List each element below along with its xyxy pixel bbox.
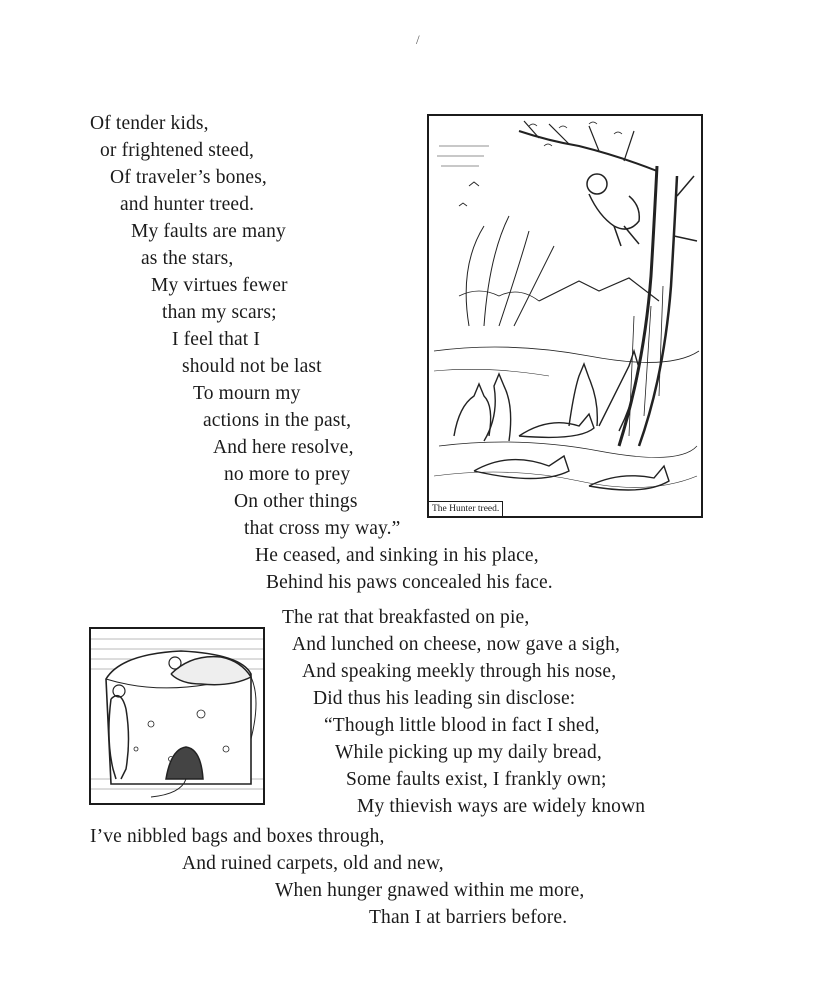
verse-line: He ceased, and sinking in his place, <box>255 545 539 566</box>
verse-line: To mourn my <box>193 383 301 404</box>
verse-line: Of tender kids, <box>90 113 209 134</box>
verse-line: My virtues fewer <box>151 275 288 296</box>
verse-line: actions in the past, <box>203 410 352 431</box>
illustration-caption: The Hunter treed. <box>429 501 503 516</box>
verse-line: no more to prey <box>224 464 351 485</box>
verse-line: On other things <box>234 491 358 512</box>
verse-line: Behind his paws concealed his face. <box>266 572 553 593</box>
verse-line: that cross my way.” <box>244 518 401 539</box>
hunter-drawing <box>429 116 701 516</box>
verse-line: as the stars, <box>141 248 234 269</box>
verse-line: and hunter treed. <box>120 194 255 215</box>
verse-line: or frightened steed, <box>100 140 255 161</box>
rats-illustration <box>89 627 265 805</box>
verse-line: The rat that breakfasted on pie, <box>282 607 530 628</box>
verse-line: And speaking meekly through his nose, <box>302 661 617 682</box>
verse-line: While picking up my daily bread, <box>335 742 602 763</box>
verse-line: than my scars; <box>162 302 277 323</box>
verse-line: Of traveler’s bones, <box>110 167 267 188</box>
verse-line: When hunger gnawed within me more, <box>275 880 585 901</box>
verse-line: Did thus his leading sin disclose: <box>313 688 576 709</box>
verse-line: Some faults exist, I frankly own; <box>346 769 607 790</box>
verse-line: My faults are many <box>131 221 286 242</box>
verse-line: And ruined carpets, old and new, <box>182 853 444 874</box>
rats-drawing <box>91 629 263 803</box>
verse-line: “Though little blood in fact I shed, <box>324 715 600 736</box>
page-mark: / <box>416 32 420 47</box>
verse-line: My thievish ways are widely known <box>357 796 646 817</box>
hunter-illustration <box>427 114 703 518</box>
verse-line: I feel that I <box>172 329 261 350</box>
verse-line: Than I at barriers before. <box>369 907 568 928</box>
verse-line: And lunched on cheese, now gave a sigh, <box>292 634 621 655</box>
verse-line: should not be last <box>182 356 322 377</box>
verse-line: And here resolve, <box>213 437 354 458</box>
verse-line: I’ve nibbled bags and boxes through, <box>90 826 385 847</box>
